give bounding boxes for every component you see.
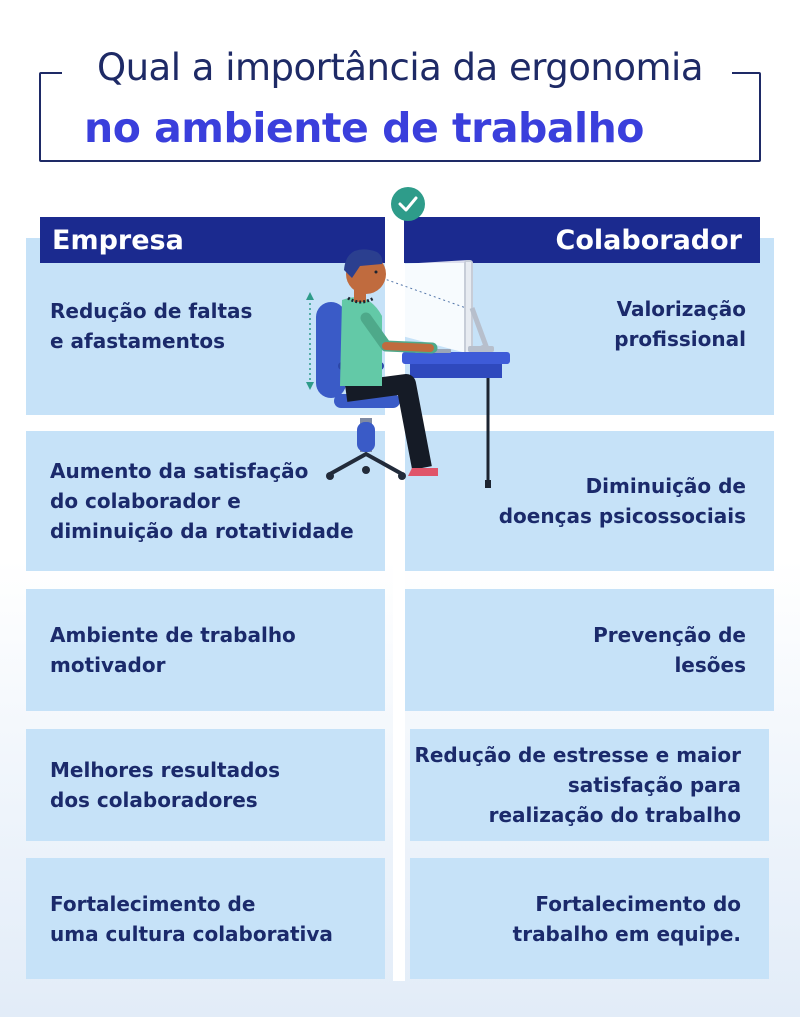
colaborador-item-text: Valorização profissional (614, 297, 746, 351)
ergonomic-worker-illustration (290, 186, 530, 496)
empresa-item-text: Redução de faltas e afastamentos (50, 299, 253, 353)
header-colaborador-label: Colaborador (555, 224, 742, 256)
colaborador-item-text: Fortalecimento do trabalho em equipe. (512, 891, 741, 946)
page-subtitle: no ambiente de trabalho (84, 104, 644, 152)
colaborador-item-text: Prevenção de lesões (593, 623, 746, 677)
colaborador-item (404, 589, 774, 711)
colaborador-item-text: Redução de estresse e maior satisfação para realização do trabalho (414, 743, 741, 827)
colaborador-item (410, 729, 769, 841)
empresa-item-text: Ambiente de trabalho motivador (50, 623, 296, 677)
empresa-item-text: Melhores resultados dos colaboradores (50, 758, 281, 812)
colaborador-item (410, 858, 769, 979)
empresa-item (26, 858, 385, 979)
empresa-item (26, 729, 385, 841)
empresa-item (26, 589, 385, 711)
colaborador-item-text: Diminuição de doenças psicossociais (498, 474, 746, 528)
page-title: Qual a importância da ergonomia (96, 46, 704, 89)
empresa-item-text: Aumento da satisfação do colaborador e diminuição da rotatividade (50, 459, 354, 543)
header-empresa-label: Empresa (52, 224, 184, 256)
empresa-item-text: Fortalecimento de uma cultura colaborativa (50, 891, 333, 946)
